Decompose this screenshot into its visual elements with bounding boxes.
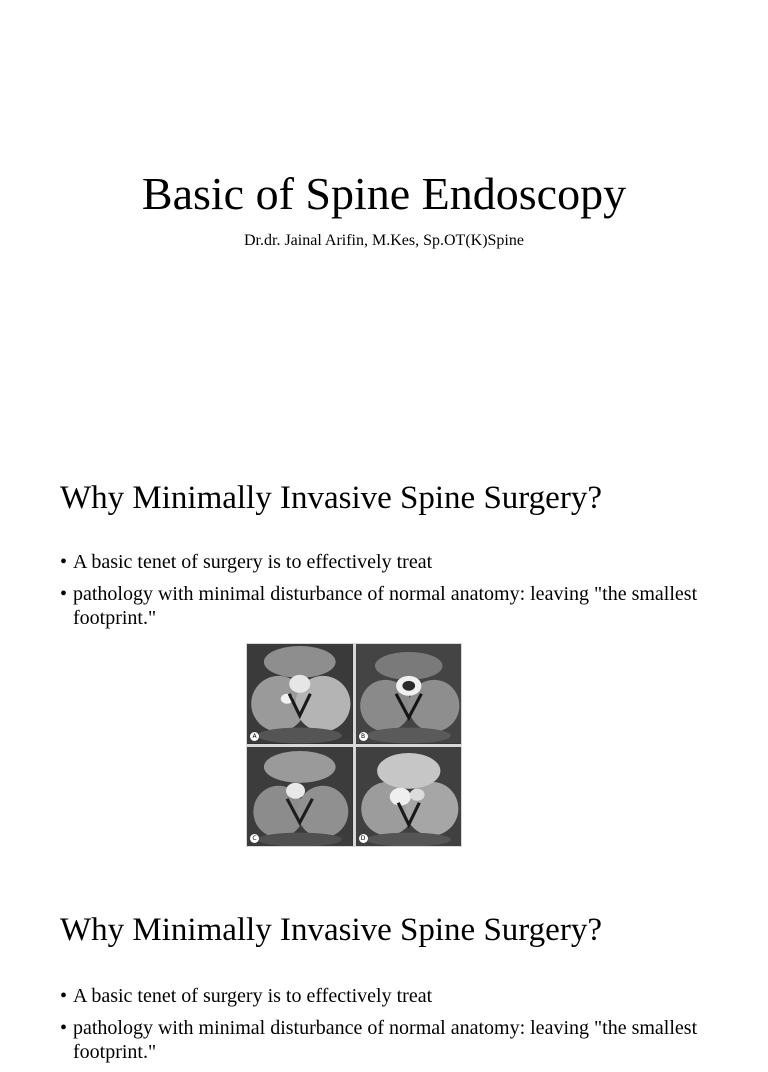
presentation-author: Dr.dr. Jainal Arifin, M.Kes, Sp.OT(K)Spine bbox=[244, 232, 524, 249]
bullet-dot: • bbox=[60, 985, 68, 1007]
bullet-item bbox=[60, 1016, 720, 1064]
bullet-item bbox=[60, 582, 720, 630]
bullet-list-2 bbox=[60, 984, 720, 1072]
bullet-text: A basic tenet of surgery is to effectively treat bbox=[73, 551, 433, 573]
bullet-text: pathology with minimal disturbance of normal anatomy: leaving "the smallest footprint." bbox=[73, 1017, 698, 1063]
presentation-title: Basic of Spine Endoscopy bbox=[141, 168, 627, 219]
mri-scan-image bbox=[247, 644, 353, 744]
slide-heading-2: Why Minimally Invasive Spine Surgery? bbox=[60, 912, 602, 948]
mri-panel-d bbox=[356, 747, 462, 847]
mri-panel-c bbox=[247, 747, 353, 847]
mri-figure bbox=[246, 643, 462, 847]
bullet-text: A basic tenet of surgery is to effectively treat bbox=[73, 985, 433, 1007]
bullet-dot: • bbox=[60, 551, 68, 573]
bullet-text: pathology with minimal disturbance of normal anatomy: leaving "the smallest footprint." bbox=[73, 583, 698, 629]
bullet-item bbox=[60, 984, 720, 1008]
slide-heading: Why Minimally Invasive Spine Surgery? bbox=[60, 480, 602, 516]
mri-panel-a bbox=[247, 644, 353, 744]
bullet-item bbox=[60, 550, 720, 574]
mri-scan-image bbox=[356, 644, 462, 744]
panel-label: A bbox=[250, 732, 259, 741]
mri-scan-image bbox=[247, 747, 353, 847]
panel-label: C bbox=[250, 834, 259, 843]
panel-label: D bbox=[359, 834, 368, 843]
mri-panel-b bbox=[356, 644, 462, 744]
bullet-list bbox=[60, 550, 720, 638]
bullet-dot: • bbox=[60, 1017, 68, 1039]
bullet-dot: • bbox=[60, 583, 68, 605]
panel-label: B bbox=[359, 732, 368, 741]
mri-scan-image bbox=[356, 747, 462, 847]
